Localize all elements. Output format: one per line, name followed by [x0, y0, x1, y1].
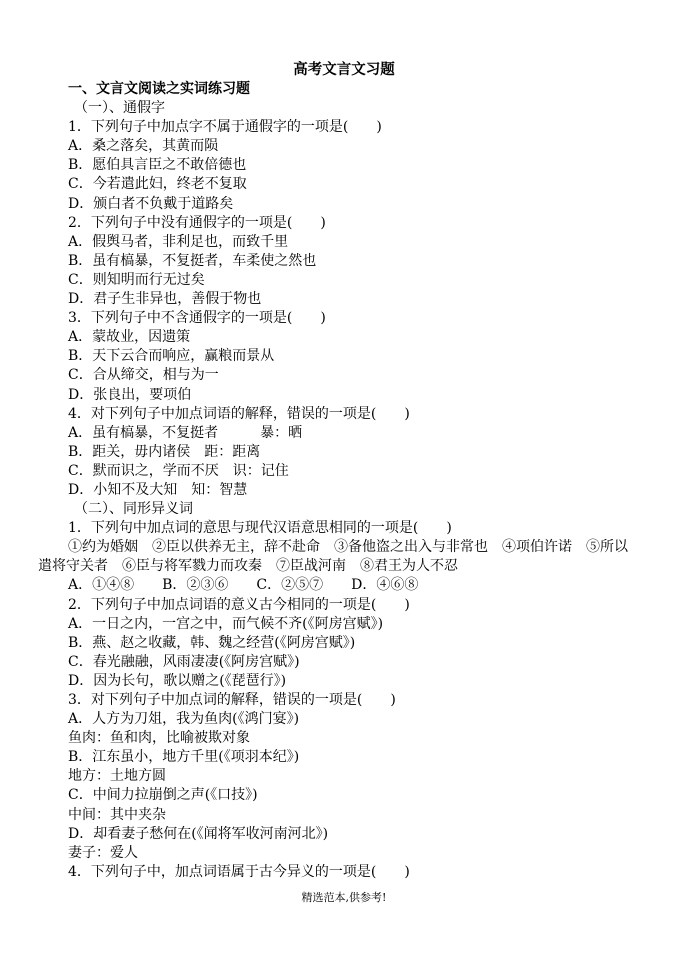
text-line: C．默而识之，学而不厌 识：记住	[68, 462, 289, 479]
text-line: 3．对下列句子中加点词的解释，错误的一项是( )	[68, 692, 396, 708]
document-body	[38, 80, 658, 882]
text-line: B．燕、赵之收藏，韩、魏之经营(《阿房宫赋》)	[68, 634, 356, 651]
text-line: D．却看妻子愁何在(《闻将军收河南河北》)	[68, 825, 329, 842]
text-line: A．虽有槁暴，不复挺者 暴：晒	[68, 424, 303, 441]
text-line: 1．下列句中加点词的意思与现代汉语意思相同的一项是( )	[68, 520, 452, 537]
subsection-heading: （一）、通假字	[74, 100, 165, 117]
text-line: C．中间力拉崩倒之声(《口技》)	[68, 787, 258, 804]
text-line: D．颁白者不负戴于道路矣	[68, 195, 234, 212]
text-line: 遣将守关者 ⑥臣与将军戮力而攻秦 ⑦臣战河南 ⑧君王为人不忍	[38, 558, 458, 575]
text-line: A．假舆马者，非利足也，而致千里	[68, 233, 289, 250]
text-line: A．蒙故业，因遗策	[68, 329, 191, 346]
text-line: B．愿伯具言臣之不敢倍德也	[68, 157, 247, 174]
text-line: B．虽有槁暴，不复挺者，车柔使之然也	[68, 252, 317, 269]
text-line: B．江东虽小，地方千里(《项羽本纪》)	[68, 749, 300, 766]
text-line: C．合从缔交，相与为一	[68, 367, 219, 384]
document-title: 高考文言文习题	[293, 61, 395, 78]
text-line: 中间：其中夹杂	[68, 806, 166, 823]
text-line: B．天下云合而响应，赢粮而景从	[68, 348, 275, 365]
text-line: D．张良出，要项伯	[68, 386, 192, 403]
text-line: C．则知明而行无过矣	[68, 271, 205, 288]
text-line: 地方：土地方圆	[68, 768, 166, 785]
text-line: A．桑之落矣，其黄而陨	[68, 138, 219, 155]
text-line: 1．下列句子中加点字不属于通假字的一项是( )	[68, 119, 382, 136]
text-line: A．一日之内，一宫之中，而气候不齐(《阿房宫赋》)	[68, 615, 384, 632]
text-line: C．春光融融，风雨凄凄(《阿房宫赋》)	[68, 653, 300, 670]
text-line: D．小知不及大知 知：智慧	[68, 481, 248, 498]
text-line: 妻子：爱人	[68, 844, 138, 861]
text-line: 4．对下列句子中加点词语的解释，错误的一项是( )	[68, 405, 410, 422]
section-heading: 一、文言文阅读之实词练习题	[68, 81, 250, 97]
text-line: 2．下列句子中没有通假字的一项是( )	[68, 214, 326, 231]
text-line: D．君子生非异也，善假于物也	[68, 291, 262, 308]
text-line: B．距关，毋内诸侯 距：距离	[68, 443, 261, 460]
text-line: ①约为婚姻 ②臣以供养无主，辞不赴命 ③备他盗之出入与非常也 ④项伯许诺 ⑤所以	[68, 539, 628, 556]
subsection-heading: （二）、同形异义词	[74, 501, 193, 518]
text-line: 2．下列句子中加点词语的意义古今相同的一项是( )	[68, 596, 410, 613]
text-line: D．因为长句，歌以赠之(《琵琶行》)	[68, 672, 287, 689]
page-footer: 精选范本,供参考!	[301, 891, 387, 904]
text-line: 4．下列句子中，加点词语属于古今异义的一项是( )	[68, 863, 410, 880]
text-line: C．今若遣此妇，终老不复取	[68, 176, 247, 193]
text-line: A．①④⑧ B．②③⑥ C．②⑤⑦ D．④⑥⑧	[68, 577, 419, 594]
text-line: 3．下列句子中不含通假字的一项是( )	[68, 310, 326, 327]
text-line: A．人方为刀俎，我为鱼肉(《鸿门宴》)	[68, 711, 300, 728]
text-line: 鱼肉：鱼和肉，比喻被欺对象	[68, 730, 250, 747]
